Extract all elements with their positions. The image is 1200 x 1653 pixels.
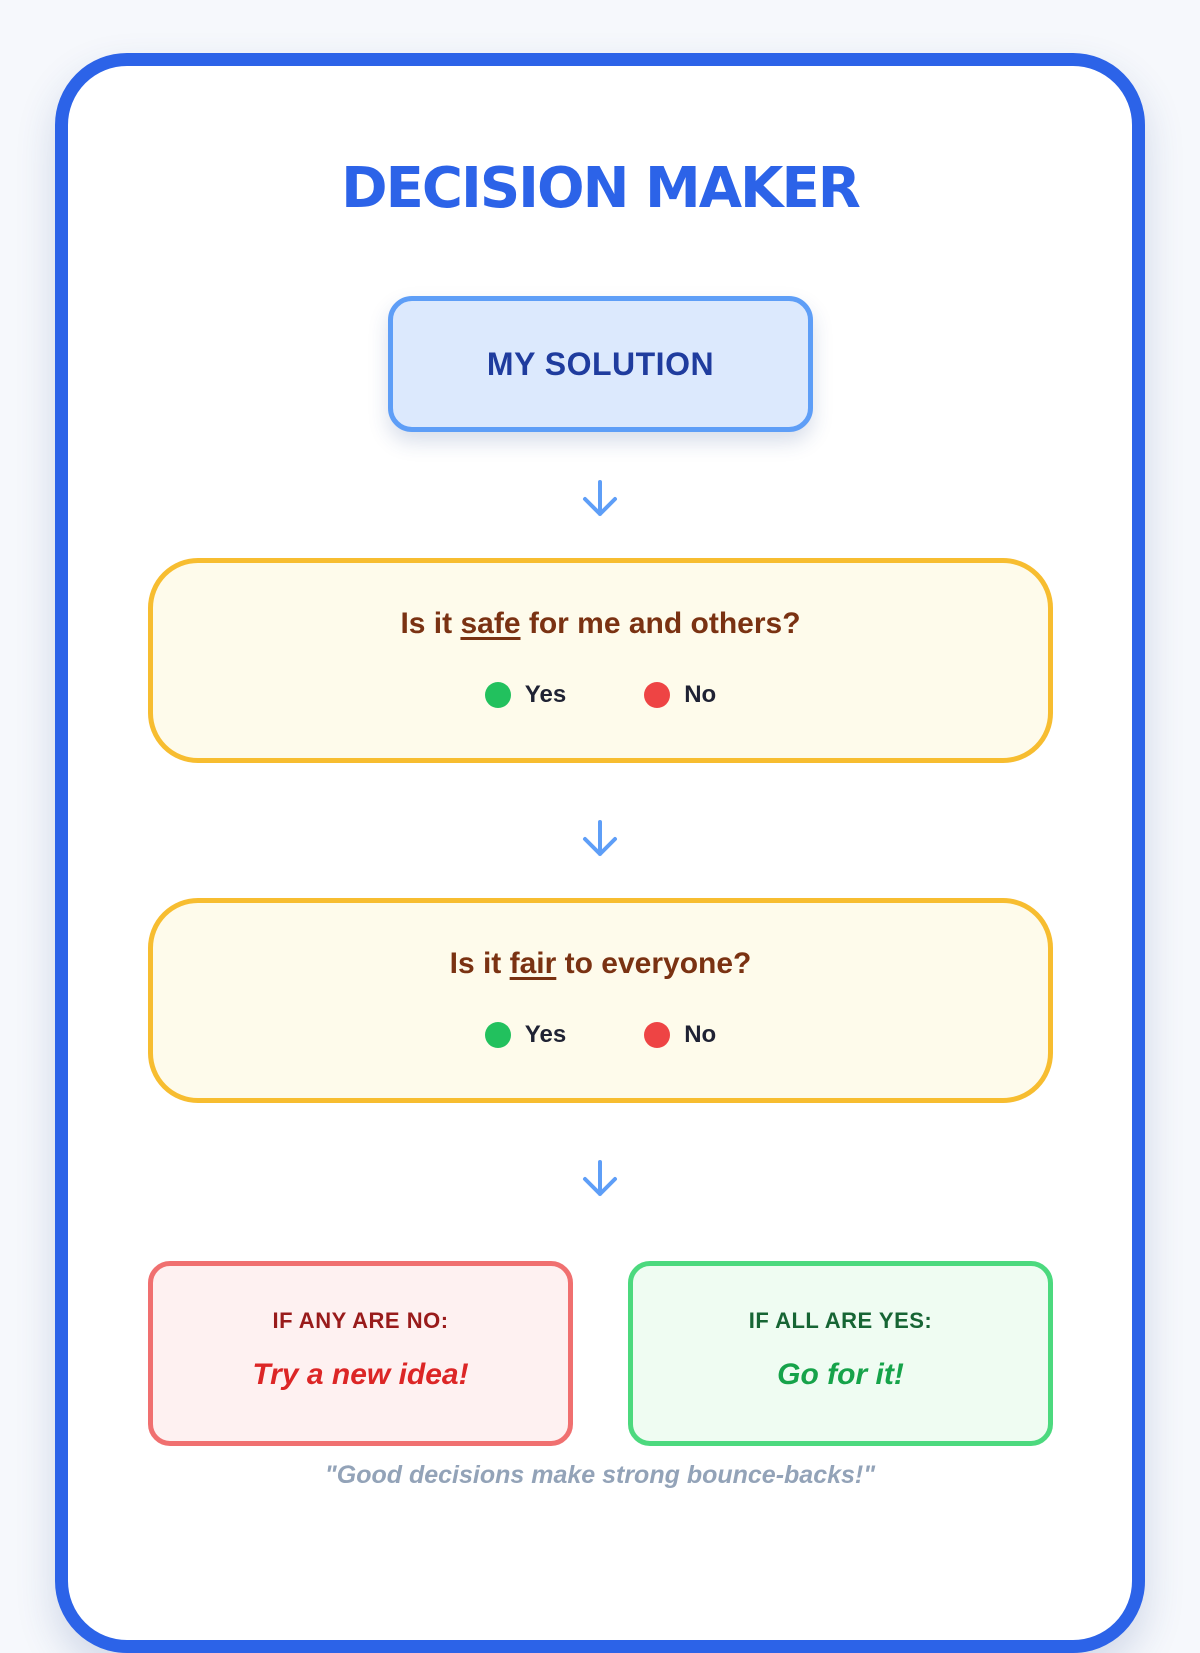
yes-option[interactable] (485, 681, 566, 709)
arrow-down-icon (578, 1156, 622, 1200)
question-text (153, 607, 1048, 641)
outcome-heading: IF ANY ARE NO: (272, 1308, 449, 1333)
red-dot-icon (644, 1022, 670, 1048)
no-option[interactable] (644, 1021, 716, 1049)
start-box (388, 296, 813, 432)
no-label: No (684, 681, 717, 708)
green-dot-icon (485, 682, 511, 708)
arrow-down-icon (578, 816, 622, 860)
question-box-safe (148, 558, 1053, 763)
start-label: MY SOLUTION (486, 345, 715, 382)
yes-label: Yes (524, 681, 567, 708)
page-title: DECISION MAKER (341, 156, 859, 221)
question-text-start: Is it (400, 607, 461, 640)
green-dot-icon (485, 1022, 511, 1048)
question-keyword: fair (509, 947, 557, 980)
outcome-text: Go for it! (777, 1358, 904, 1391)
question-text-start: Is it (449, 947, 510, 980)
arrow-down-icon (578, 476, 622, 520)
yes-option[interactable] (485, 1021, 566, 1049)
no-option[interactable] (644, 681, 716, 709)
red-dot-icon (644, 682, 670, 708)
yes-label: Yes (524, 1021, 567, 1048)
question-text-end: for me and others? (520, 607, 801, 640)
question-box-fair (148, 898, 1053, 1103)
footer-quote: "Good decisions make strong bounce-backs!" (324, 1461, 876, 1489)
question-text-end: to everyone? (556, 947, 752, 980)
outcome-text: Try a new idea! (252, 1358, 469, 1391)
outcome-all-yes (628, 1261, 1053, 1446)
answer-options (153, 1021, 1048, 1049)
no-label: No (684, 1021, 717, 1048)
decision-card (55, 53, 1145, 1653)
outcome-any-no (148, 1261, 573, 1446)
outcome-heading: IF ALL ARE YES: (748, 1308, 933, 1333)
question-keyword: safe (460, 607, 521, 640)
question-text (153, 947, 1048, 981)
answer-options (153, 681, 1048, 709)
